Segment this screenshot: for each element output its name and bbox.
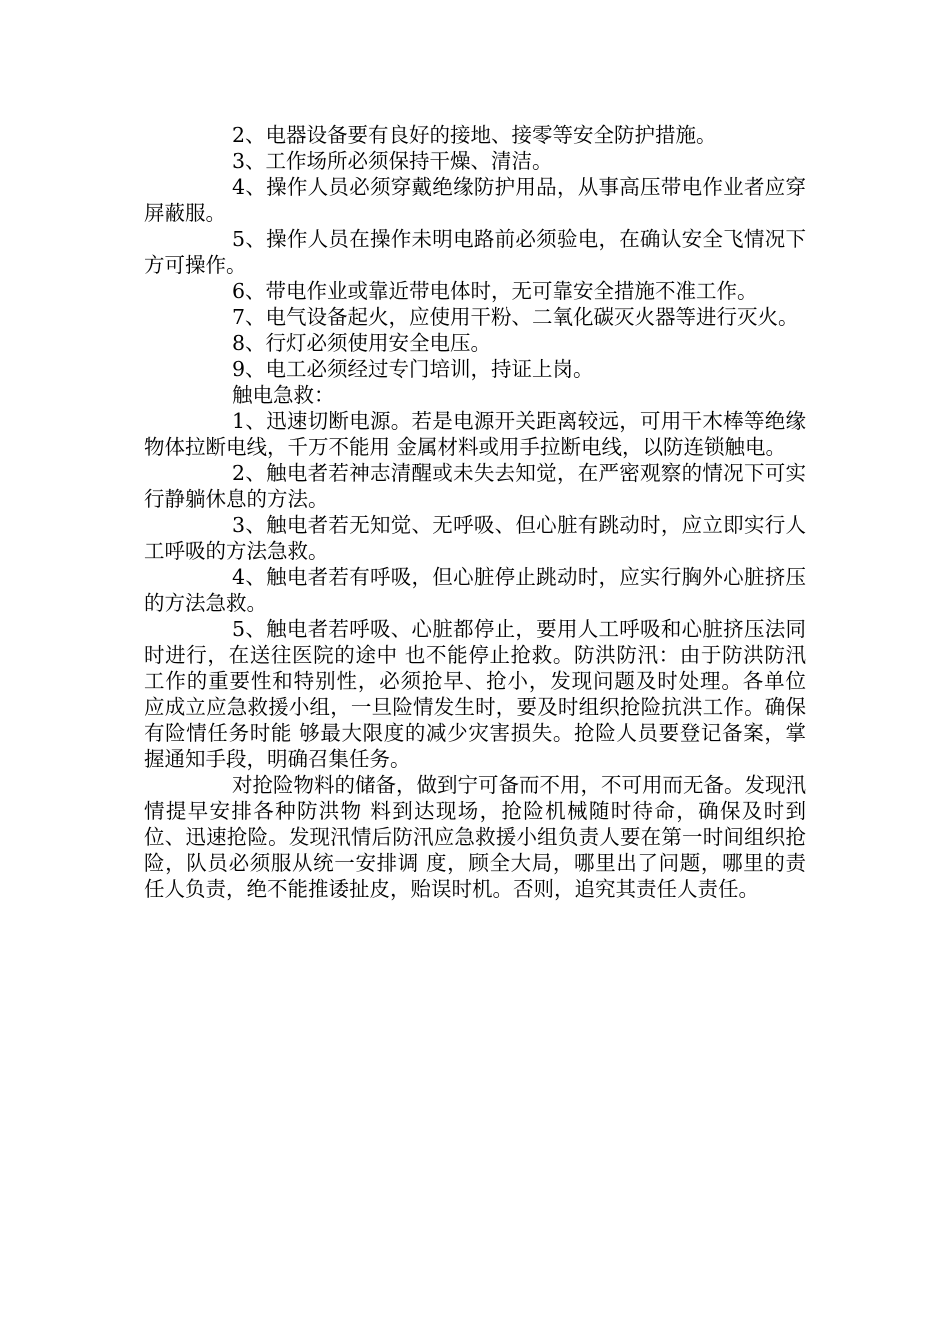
paragraph-rescue-5-flood-control: 5、触电者若呼吸、心脏都停止，要用人工呼吸和心脏挤压法同时进行，在送往医院的途中 也不能停止抢救。防洪防汛：由于防洪防汛工作的重要性和特别性，必须抢早、抢小，发现问题及时处理。各单位 应成立应急救援小组，一旦险情发生时，要及时组织抢险抗洪工作。确保有险情任务时能 够最大限度的减少灾害损失。抢险人员要登记备案，掌握通知手段，明确召集任务。 — [144, 617, 806, 771]
paragraph-item-2-grounding: 2、电器设备要有良好的接地、接零等安全防护措施。 — [232, 123, 717, 147]
paragraph-rescue-1-cut-power: 1、迅速切断电源。若是电源开关距离较远，可用干木棒等绝缘物体拉断电线，千万不能用 金属材料或用手拉断电线，以防连锁触电。 — [144, 409, 806, 459]
paragraph-item-7-fire: 7、电气设备起火，应使用干粉、二氧化碳灭火器等进行灭火。 — [232, 305, 799, 329]
section-heading-electric-shock-rescue: 触电急救： — [232, 383, 335, 407]
paragraph-item-3-dry-workplace: 3、工作场所必须保持干燥、清洁。 — [232, 149, 553, 173]
paragraph-rescue-4-heart-stopped: 4、触电者若有呼吸，但心脏停止跳动时，应实行胸外心脏挤压的方法急救。 — [144, 565, 806, 615]
paragraph-item-8-lamp-voltage: 8、行灯必须使用安全电压。 — [232, 331, 492, 355]
paragraph-flood-materials: 对抢险物料的储备，做到宁可备而不用，不可用而无备。发现汛情提早安排各种防洪物 料到达现场，抢险机械随时待命，确保及时到位、迅速抢险。发现汛情后防汛应急救援小组负责人要在第一时间组织抢险，队员必须服从统一安排调 度，顾全大局，哪里出了问题，哪里的责任人负责，绝不能推诿扯皮，贻误时机。否则，追究其责任人责任。 — [144, 773, 806, 901]
paragraph-item-5-test-voltage: 5、操作人员在操作未明电路前必须验电，在确认安全飞情况下方可操作。 — [144, 227, 806, 277]
document-body — [144, 122, 806, 902]
paragraph-item-4-protective-gear: 4、操作人员必须穿戴绝缘防护用品，从事高压带电作业者应穿屏蔽服。 — [144, 175, 806, 225]
paragraph-item-6-live-work: 6、带电作业或靠近带电体时，无可靠安全措施不准工作。 — [232, 279, 758, 303]
paragraph-item-9-training: 9、电工必须经过专门培训，持证上岗。 — [232, 357, 594, 381]
paragraph-rescue-2-conscious: 2、触电者若神志清醒或未失去知觉，在严密观察的情况下可实行静躺休息的方法。 — [144, 461, 806, 511]
paragraph-rescue-3-no-breathing: 3、触电者若无知觉、无呼吸、但心脏有跳动时，应立即实行人工呼吸的方法急救。 — [144, 513, 806, 563]
